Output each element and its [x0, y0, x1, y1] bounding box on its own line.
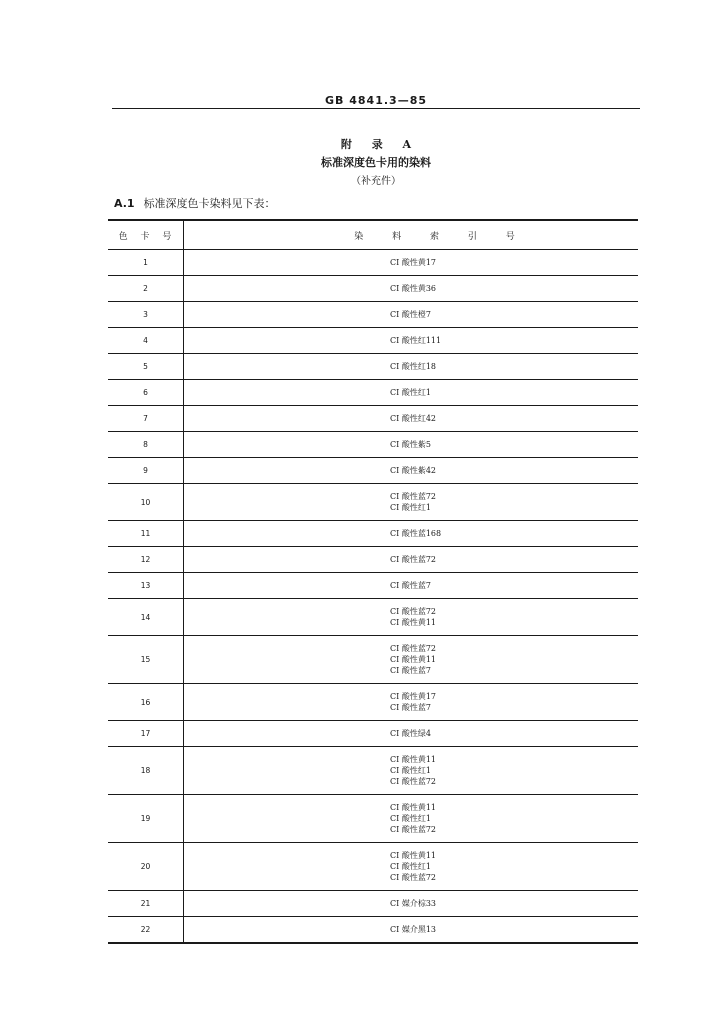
appendix-title: 标准深度色卡用的染料: [321, 156, 431, 169]
dye-entry: CI 酸性红111: [390, 336, 442, 345]
table-row: [108, 684, 638, 721]
dye-index-cell: [184, 795, 638, 842]
table-row: [108, 917, 638, 942]
table-row: [108, 380, 638, 406]
card-number-cell: 10: [108, 484, 184, 520]
appendix-label: 附 录 A: [340, 138, 420, 151]
dye-index-cell: [184, 891, 638, 916]
table-header: [108, 221, 638, 250]
header-dye-index: 染 料 索 引 号: [354, 231, 528, 242]
dye-index-cell: [184, 250, 638, 275]
table-row: [108, 843, 638, 891]
appendix-note: （补充件）: [351, 176, 401, 187]
card-number-cell: 14: [108, 599, 184, 635]
dye-index-cell: [184, 276, 638, 301]
dye-entry: CI 酸性黄17: [390, 692, 437, 701]
table-row: [108, 721, 638, 747]
dye-index-cell: [184, 684, 638, 720]
card-number-cell: 15: [108, 636, 184, 683]
dye-entry: CI 酸性红1: [390, 814, 431, 823]
card-number-cell: 6: [108, 380, 184, 405]
dye-index-cell: [184, 302, 638, 327]
dye-entry: CI 酸性黄17: [390, 258, 437, 267]
table-row: [108, 484, 638, 521]
card-number-cell: 20: [108, 843, 184, 890]
dye-entry: CI 酸性黄11: [390, 803, 437, 812]
dye-entry: CI 酸性蓝168: [390, 529, 442, 538]
table-row: [108, 406, 638, 432]
table-row: [108, 891, 638, 917]
card-number-cell: 17: [108, 721, 184, 746]
card-number-cell: 22: [108, 917, 184, 942]
dye-entry: CI 酸性蓝72: [390, 555, 437, 564]
section-text: 标准深度色卡染料见下表：: [143, 197, 276, 210]
dye-entry: CI 酸性蓝72: [390, 607, 437, 616]
table-row: [108, 573, 638, 599]
dye-entry: CI 酸性蓝72: [390, 492, 437, 501]
table-row: [108, 458, 638, 484]
dye-index-cell: [184, 432, 638, 457]
table-row: [108, 521, 638, 547]
dye-entry: CI 酸性红1: [390, 766, 431, 775]
table-row: [108, 747, 638, 795]
dye-entry: CI 酸性黄36: [390, 284, 437, 293]
header-card-number: 色 卡 号: [108, 221, 184, 249]
dye-entry: CI 酸性蓝72: [390, 873, 437, 882]
table-row: [108, 276, 638, 302]
dye-entry: CI 酸性黄11: [390, 755, 437, 764]
table-row: [108, 302, 638, 328]
dye-entry: CI 酸性蓝7: [390, 666, 431, 675]
card-number-cell: 7: [108, 406, 184, 431]
dye-entry: CI 酸性蓝7: [390, 703, 431, 712]
table-row: [108, 547, 638, 573]
table-row: [108, 328, 638, 354]
dye-index-cell: [184, 458, 638, 483]
section-number: A.1: [114, 196, 135, 210]
card-number-cell: 16: [108, 684, 184, 720]
card-number-cell: 13: [108, 573, 184, 598]
dye-entry: CI 酸性紫42: [390, 466, 437, 475]
card-number-cell: 3: [108, 302, 184, 327]
card-number-cell: 5: [108, 354, 184, 379]
dye-index-cell: [184, 328, 638, 353]
card-number-cell: 4: [108, 328, 184, 353]
card-number-cell: 8: [108, 432, 184, 457]
table-body: [108, 250, 638, 942]
table-row: [108, 250, 638, 276]
dye-entry: CI 酸性绿4: [390, 729, 431, 738]
dye-index-cell: [184, 354, 638, 379]
dye-entry: CI 酸性红1: [390, 388, 431, 397]
table-row: [108, 795, 638, 843]
dye-index-cell: [184, 521, 638, 546]
header-rule: [112, 108, 640, 109]
dye-index-cell: [184, 599, 638, 635]
dye-index-cell: [184, 917, 638, 942]
appendix-heading: [112, 136, 640, 188]
card-number-cell: 21: [108, 891, 184, 916]
dye-index-cell: [184, 484, 638, 520]
table-row: [108, 636, 638, 684]
dye-entry: CI 酸性红42: [390, 414, 437, 423]
dye-index-cell: [184, 406, 638, 431]
dye-index-cell: [184, 843, 638, 890]
card-number-cell: 19: [108, 795, 184, 842]
dye-index-cell: [184, 380, 638, 405]
dye-entry: CI 酸性黄11: [390, 618, 437, 627]
dye-entry: CI 酸性黄11: [390, 851, 437, 860]
table-row: [108, 432, 638, 458]
table-row: [108, 599, 638, 636]
dye-index-cell: [184, 573, 638, 598]
dye-index-cell: [184, 636, 638, 683]
dye-entry: CI 媒介黑13: [390, 925, 437, 934]
dye-index-cell: [184, 547, 638, 572]
dye-entry: CI 酸性黄11: [390, 655, 437, 664]
dye-entry: CI 酸性蓝72: [390, 825, 437, 834]
dye-entry: CI 媒介棕33: [390, 899, 437, 908]
dye-entry: CI 酸性红1: [390, 503, 431, 512]
dye-entry: CI 酸性紫5: [390, 440, 431, 449]
dye-table: [108, 219, 638, 944]
card-number-cell: 9: [108, 458, 184, 483]
card-number-cell: 11: [108, 521, 184, 546]
dye-entry: CI 酸性蓝72: [390, 777, 437, 786]
dye-entry: CI 酸性红1: [390, 862, 431, 871]
card-number-cell: 12: [108, 547, 184, 572]
card-number-cell: 2: [108, 276, 184, 301]
table-row: [108, 354, 638, 380]
dye-index-cell: [184, 721, 638, 746]
dye-entry: CI 酸性橙7: [390, 310, 431, 319]
card-number-cell: 18: [108, 747, 184, 794]
dye-entry: CI 酸性红18: [390, 362, 437, 371]
card-number-cell: 1: [108, 250, 184, 275]
dye-entry: CI 酸性蓝7: [390, 581, 431, 590]
section-a1: [114, 196, 276, 210]
standard-number: GB 4841.3—85: [325, 94, 427, 107]
dye-entry: CI 酸性蓝72: [390, 644, 437, 653]
dye-index-cell: [184, 747, 638, 794]
